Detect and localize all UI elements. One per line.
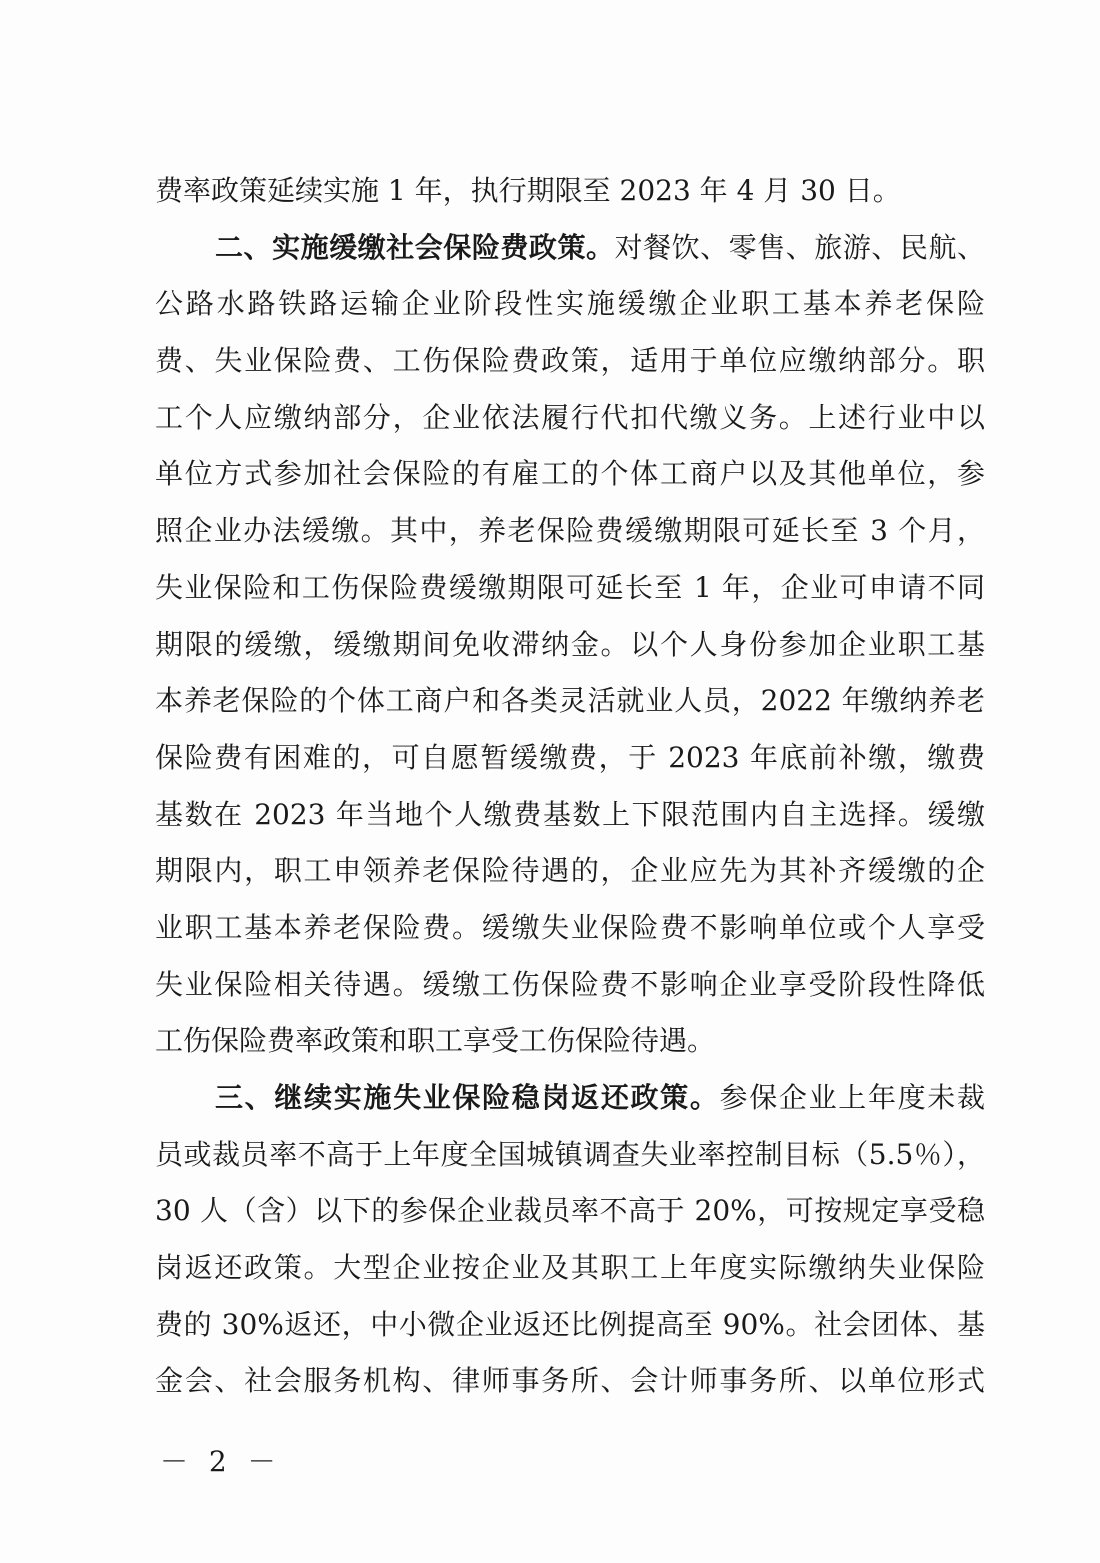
paragraph-3-line: 金会、社会服务机构、律师事务所、会计师事务所、以单位形式 — [155, 1364, 985, 1398]
paragraph-2-line: 基数在 2023 年当地个人缴费基数上下限范围内自主选择。缓缴 — [155, 797, 985, 831]
paragraph-2-line: 保险费有困难的，可自愿暂缓缴费，于 2023 年底前补缴，缴费 — [155, 740, 985, 774]
paragraph-2-line: 照企业办法缓缴。其中，养老保险费缓缴期限可延长至 3 个月， — [155, 514, 985, 548]
paragraph-2-first-line — [155, 220, 985, 277]
paragraph-3-line: 30 人（含）以下的参保企业裁员率不高于 20%，可按规定享受稳 — [155, 1194, 985, 1228]
paragraph-2-line: 工伤保险费率政策和职工享受工伤保险待遇。 — [155, 1024, 716, 1058]
paragraph-3-first-line-text: 参保企业上年度未裁 — [719, 1081, 985, 1114]
paragraph-2-line: 失业保险相关待遇。缓缴工伤保险费不影响企业享受阶段性降低 — [155, 967, 985, 1001]
page-number: － 2 － — [160, 1445, 282, 1478]
paragraph-2-first-line-text: 对餐饮、零售、旅游、民航、 — [614, 230, 985, 264]
paragraph-2-line: 费、失业保险费、工伤保险费政策，适用于单位应缴纳部分。职 — [155, 344, 985, 378]
paragraph-2-line: 单位方式参加社会保险的有雇工的个体工商户以及其他单位，参 — [155, 457, 985, 491]
paragraph-1-line: 费率政策延续实施 1 年，执行期限至 2023 年 4 月 30 日。 — [155, 174, 901, 207]
paragraph-3-line: 岗返还政策。大型企业按企业及其职工上年度实际缴纳失业保险 — [155, 1251, 985, 1285]
paragraph-3-first-line — [155, 1070, 985, 1127]
section-heading-3: 三、继续实施失业保险稳岗返还政策。 — [215, 1081, 720, 1114]
paragraph-2-line: 本养老保险的个体工商户和各类灵活就业人员，2022 年缴纳养老 — [155, 684, 985, 718]
document-body — [155, 163, 985, 1410]
paragraph-2-line: 期限内，职工申领养老保险待遇的，企业应先为其补齐缓缴的企 — [155, 854, 985, 888]
paragraph-2-line: 工个人应缴纳部分，企业依法履行代扣代缴义务。上述行业中以 — [155, 400, 985, 434]
paragraph-2-line: 期限的缓缴，缓缴期间免收滞纳金。以个人身份参加企业职工基 — [155, 627, 985, 661]
section-heading-2: 二、实施缓缴社会保险费政策。 — [215, 230, 615, 264]
paragraph-2-line: 失业保险和工伤保险费缓缴期限可延长至 1 年，企业可申请不同 — [155, 570, 985, 604]
paragraph-3-line: 员或裁员率不高于上年度全国城镇调查失业率控制目标（5.5％）， — [155, 1137, 985, 1171]
paragraph-3-line: 费的 30%返还，中小微企业返还比例提高至 90%。社会团体、基 — [155, 1307, 985, 1341]
paragraph-2-line: 业职工基本养老保险费。缓缴失业保险费不影响单位或个人享受 — [155, 910, 985, 944]
paragraph-2-line: 公路水路铁路运输企业阶段性实施缓缴企业职工基本养老保险 — [155, 287, 985, 321]
